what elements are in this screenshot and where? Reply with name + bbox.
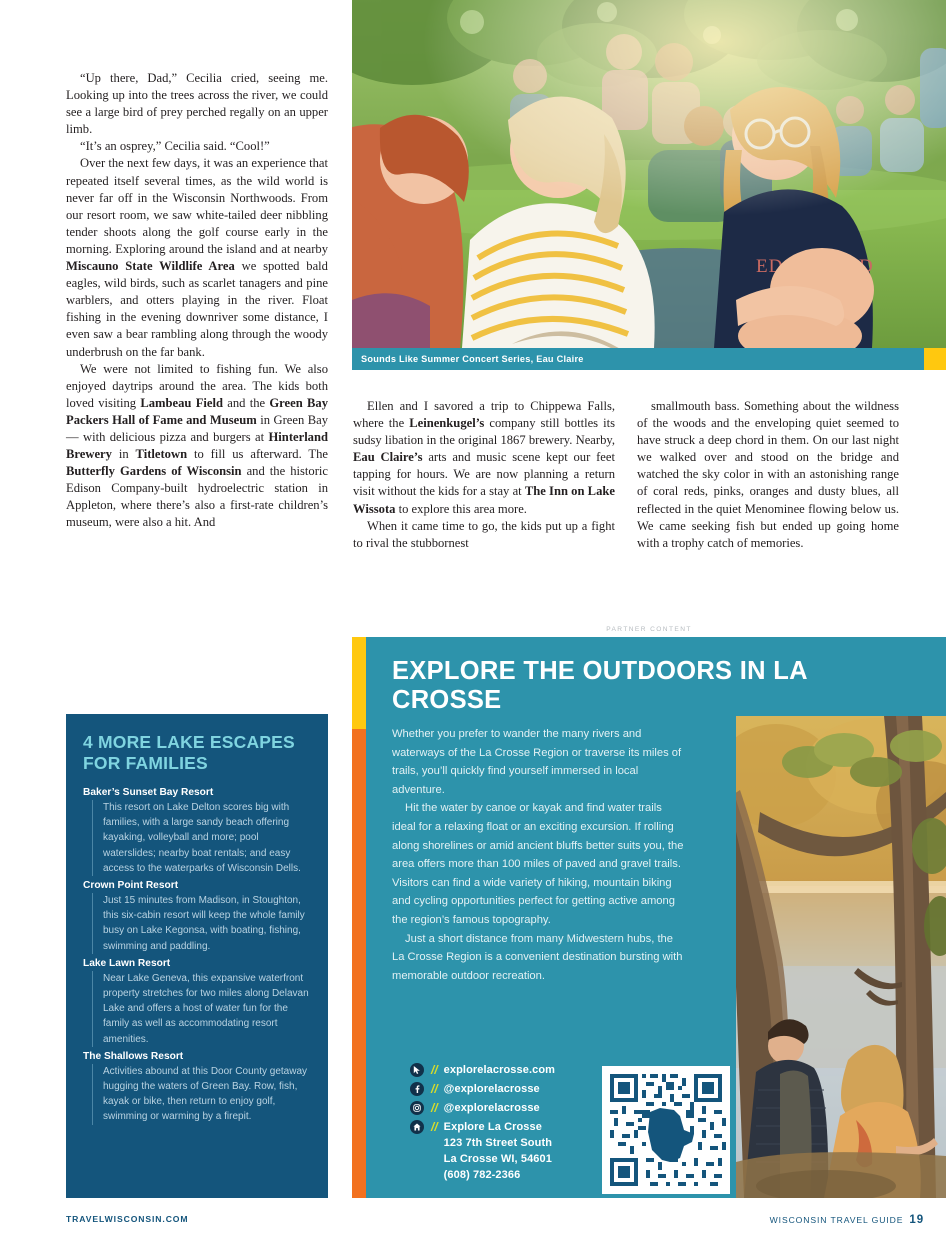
article-column-1 <box>66 70 328 532</box>
ad-accent-bar-orange <box>352 729 366 1198</box>
slash-separator: // <box>431 1101 438 1115</box>
ad-paragraph: Hit the water by canoe or kayak and find water trails ideal for a relaxing float or an exciting excursion. If rolling along shorelines or amid ancient bluffs better suits you, the area offers more than 100 miles of paved and gravel trails. Visitors can find a wide variety of hiking, mountain biking and cycling opportunities perfect for getting active among the region’s famous topography. <box>392 802 684 926</box>
footer-guide-title: WISCONSIN TRAVEL GUIDE <box>769 1215 904 1225</box>
article-text: and the historic Edison Company-built hydroelectric station in Appleton, where there’s also a first-rate children’s museum, were also a hit. And <box>66 464 328 530</box>
article-text: in <box>111 447 136 462</box>
sidebar-item-list <box>83 785 311 1125</box>
ad-contact-text: Explore La Crosse 123 7th Street South La Crosse WI, 54601 (608) 782-2366 <box>443 1121 553 1181</box>
article-text: and the <box>222 395 270 410</box>
ad-contact-text: @explorelacrosse <box>443 1083 540 1095</box>
article-paragraph <box>66 70 328 138</box>
ad-paragraph: Whether you prefer to wander the many rivers and waterways of the La Crosse Region or traverse its miles of trails, you’ll quickly find yourself immersed in local adventure. <box>392 728 682 796</box>
hero-photo-concert-series <box>352 0 946 348</box>
article-text: “Up there, Dad,” Cecilia cried, seeing me. Looking up into the trees across the river, we could see a large bird of prey perched regally on an upper limb. <box>66 71 328 137</box>
article-text: Ellen and I savored a trip to Chippewa Falls, where the <box>353 399 615 431</box>
article-text: arts and music scene kept our feet tapping for hours. We are now planning a return visit without the kids for a stay at <box>353 450 615 499</box>
qr-code[interactable] <box>602 1066 730 1194</box>
article-paragraph <box>353 398 615 518</box>
article-text: to explore this area more. <box>395 501 527 516</box>
article-text: We were not limited to fishing fun. We also enjoyed daytrips around the area. The kids both loved visiting <box>66 361 328 410</box>
slash-separator: // <box>431 1063 438 1077</box>
article-paragraph <box>637 398 899 552</box>
hero-photo-illustration <box>352 0 946 348</box>
ad-paragraph: Just a short distance from many Midwestern hubs, the La Crosse Region is a convenient destination bursting with memorable outdoor recreation. <box>392 932 683 982</box>
article-text: “It’s an osprey,” Cecilia said. “Cool!” <box>80 139 270 154</box>
sidebar-resort-description: Just 15 minutes from Madison, in Stoughton, this six-cabin resort will keep the whole family busy on Lake Kegonsa, with boating, fishing, swimming and paddling. <box>92 893 311 954</box>
sidebar-resort-name: Lake Lawn Resort <box>83 957 171 969</box>
article-text: Over the next few days, it was an experience that repeated itself several times, as the wild world is never far off in the Wisconsin Northwoods. From our resort room, we saw white-tailed deer nibbling tender shoots along the golf course early in the morning. Exploring around the island and at nearby <box>66 156 328 256</box>
article-paragraph <box>66 361 328 532</box>
article-column-2 <box>353 398 615 552</box>
article-bold-term: Leinenkugel’s <box>409 416 485 431</box>
ad-accent-bar-yellow <box>352 637 366 729</box>
sidebar-resort-description: This resort on Lake Delton scores big with families, with a large sandy beach offering kayaking, volleyball and more; pool waterslides; nearby boat rentals; and easy access to the waterparks of Wisconsin Dells. <box>92 800 311 876</box>
ad-contact-text: @explorelacrosse <box>443 1102 540 1114</box>
ad-contact-subline: (608) 782-2366 <box>443 1169 521 1181</box>
sidebar-resort-name: The Shallows Resort <box>83 1050 184 1062</box>
qr-code-graphic <box>602 1066 730 1194</box>
article-paragraph <box>353 518 615 552</box>
ad-photo-autumn-lakeside <box>736 716 946 1198</box>
sidebar-resort-description: Near Lake Geneva, this expansive waterfront property stretches for two miles along Delavan Lake and offers a host of water fun for the family as well as accommodating resort amenities. <box>92 971 311 1047</box>
article-paragraph <box>66 155 328 360</box>
sidebar-lake-escapes <box>66 714 328 1198</box>
article-text: we spotted bald eagles, wild birds, such as scarlet tanagers and pine warblers, and otters playing in the river. Float fishing in the evening downriver some distance, I even saw a bear rambling along through the woody underbrush on the far bank. <box>66 259 328 359</box>
footer-page-number: 19 <box>909 1214 924 1226</box>
cursor-icon <box>410 1063 424 1077</box>
ad-contact-subline: 123 7th Street South <box>443 1137 553 1149</box>
sidebar-title: 4 MORE LAKE ESCAPES FOR FAMILIES <box>83 732 295 773</box>
article-text: in Green Bay — with delicious pizza and burgers at <box>66 412 328 444</box>
article-text: company still bottles its sudsy libation in the original 1867 brewery. Nearby, <box>353 416 615 448</box>
article-bold-term: Butterfly Gardens of Wisconsin <box>66 464 242 479</box>
slash-separator: // <box>431 1082 438 1096</box>
article-text: When it came time to go, the kids put up a fight to rival the stubbornest <box>353 518 615 550</box>
ad-contact-text: explorelacrosse.com <box>443 1064 556 1076</box>
footer-website[interactable]: TRAVELWISCONSIN.COM <box>66 1214 189 1224</box>
sidebar-resort-name: Baker’s Sunset Bay Resort <box>83 787 214 798</box>
article-paragraph <box>66 138 328 155</box>
footer-guide-info <box>770 1214 924 1226</box>
facebook-icon <box>410 1082 424 1096</box>
article-bold-term: Eau Claire’s <box>353 450 423 465</box>
instagram-icon <box>410 1101 424 1115</box>
hero-photo-caption: Sounds Like Summer Concert Series, Eau Claire <box>352 348 924 370</box>
article-text: to fill us afterward. The <box>187 447 328 462</box>
article-bold-term: Lambeau Field <box>140 395 223 410</box>
ad-contact-subline: La Crosse WI, 54601 <box>443 1153 552 1165</box>
partner-content-label: PARTNER CONTENT <box>606 626 692 633</box>
article-bold-term: The Inn on Lake Wissota <box>353 484 615 516</box>
home-icon <box>410 1120 424 1134</box>
ad-body-text <box>392 725 688 985</box>
article-column-3 <box>637 398 899 552</box>
caption-accent-block <box>924 348 946 370</box>
article-bold-term: Green Bay Packers Hall of Fame and Museum <box>66 395 329 427</box>
article-bold-term: Miscauno State Wildlife Area <box>66 259 235 274</box>
sidebar-resort-description: Activities abound at this Door County getaway hugging the waters of Green Bay. Row, fish, kayak or bike, then return to enjoy golf, swimming or warming by a firepit. <box>92 1064 311 1125</box>
ad-photo-illustration <box>736 716 946 1198</box>
article-bold-term: Titletown <box>135 447 188 462</box>
sidebar-resort-name: Crown Point Resort <box>83 880 179 892</box>
slash-separator: // <box>431 1120 438 1134</box>
article-text: smallmouth bass. Something about the wildness of the woods and the enveloping quiet seemed to have struck a deep chord in them. On our last night we walked over and stood on the bridge and watched the sky color in with an astonishing range of coral reds, pinks, oranges and dusty blues, all reflected in the quiet Menominee flowing below us. We came seeking fish but ended up going home with a trophy catch of memories. <box>637 399 899 550</box>
article-bold-term: Hinterland Brewery <box>66 429 328 462</box>
ad-headline: EXPLORE THE OUTDOORS IN LA CROSSE <box>392 657 807 714</box>
